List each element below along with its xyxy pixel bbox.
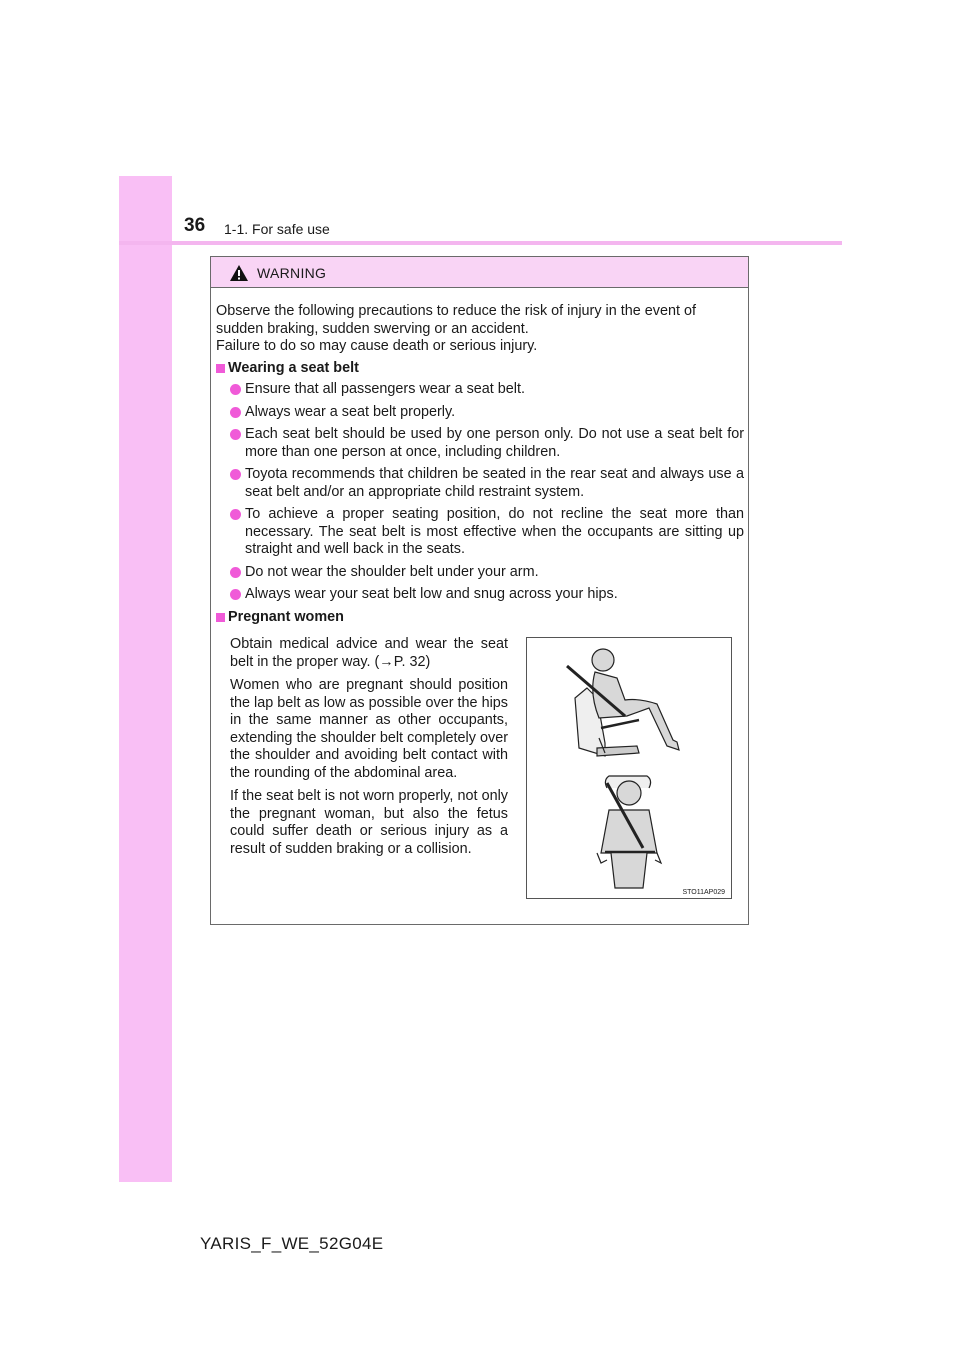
seat-belt-heading: Wearing a seat belt [216, 360, 744, 378]
paragraph: If the seat belt is not worn properly, not only the pregnant woman, but also the fetus could suffer death or serious injury as a result of sudden braking or a collision. [230, 788, 508, 857]
footer-code: YARIS_F_WE_52G04E [200, 1234, 384, 1253]
pregnant-women-text [230, 636, 508, 864]
warning-body [216, 303, 744, 630]
warning-intro [216, 303, 744, 356]
intro-line: Observe the following precautions to reduce the risk of injury in the event of [216, 303, 696, 319]
square-bullet-icon [216, 613, 225, 622]
figure-code: STO11AP029 [682, 889, 725, 896]
list-item: Each seat belt should be used by one person only. Do not use a seat belt for more than one person at once, including children. [216, 426, 744, 461]
bullet-dot-icon [230, 589, 241, 600]
illustration-drawing [527, 638, 731, 898]
warning-title: WARNING [257, 265, 327, 281]
bullet-dot-icon [230, 429, 241, 440]
paragraph: Obtain medical advice and wear the seat belt in the proper way. (→P. 32) [230, 636, 508, 670]
page-number: 36 [184, 215, 206, 236]
paragraph: Women who are pregnant should position the lap belt as low as possible over the hips in the same manner as other occupants, extending the shoulder belt completely over the shoulder and avoiding belt contact with the rounding of the abdominal area. [230, 677, 508, 781]
bullet-dot-icon [230, 469, 241, 480]
pregnant-heading: Pregnant women [216, 609, 744, 627]
list-item: Ensure that all passengers wear a seat belt. [216, 381, 744, 399]
bullet-dot-icon [230, 567, 241, 578]
list-item: Do not wear the shoulder belt under your arm. [216, 564, 744, 582]
bullet-dot-icon [230, 509, 241, 520]
bullet-dot-icon [230, 384, 241, 395]
intro-line: Failure to do so may cause death or serious injury. [216, 338, 538, 354]
section-title: 1-1. For safe use [224, 221, 330, 237]
warning-triangle-icon [229, 264, 249, 282]
side-tab-band [119, 176, 172, 1182]
list-item: Always wear a seat belt properly. [216, 404, 744, 422]
pregnant-seatbelt-illustration [526, 637, 732, 899]
bullet-dot-icon [230, 407, 241, 418]
list-item: To achieve a proper seating position, do not recline the seat more than necessary. The seat belt is most effective when the occupants are sitting up straight and well back in the seats. [216, 506, 744, 559]
list-item: Toyota recommends that children be seated in the rear seat and always use a seat belt and/or an appropriate child restraint system. [216, 466, 744, 501]
header-rule [119, 241, 842, 245]
list-item: Always wear your seat belt low and snug across your hips. [216, 586, 744, 604]
warning-header [211, 257, 748, 288]
square-bullet-icon [216, 364, 225, 373]
intro-line: sudden braking, sudden swerving or an accident. [216, 320, 529, 337]
